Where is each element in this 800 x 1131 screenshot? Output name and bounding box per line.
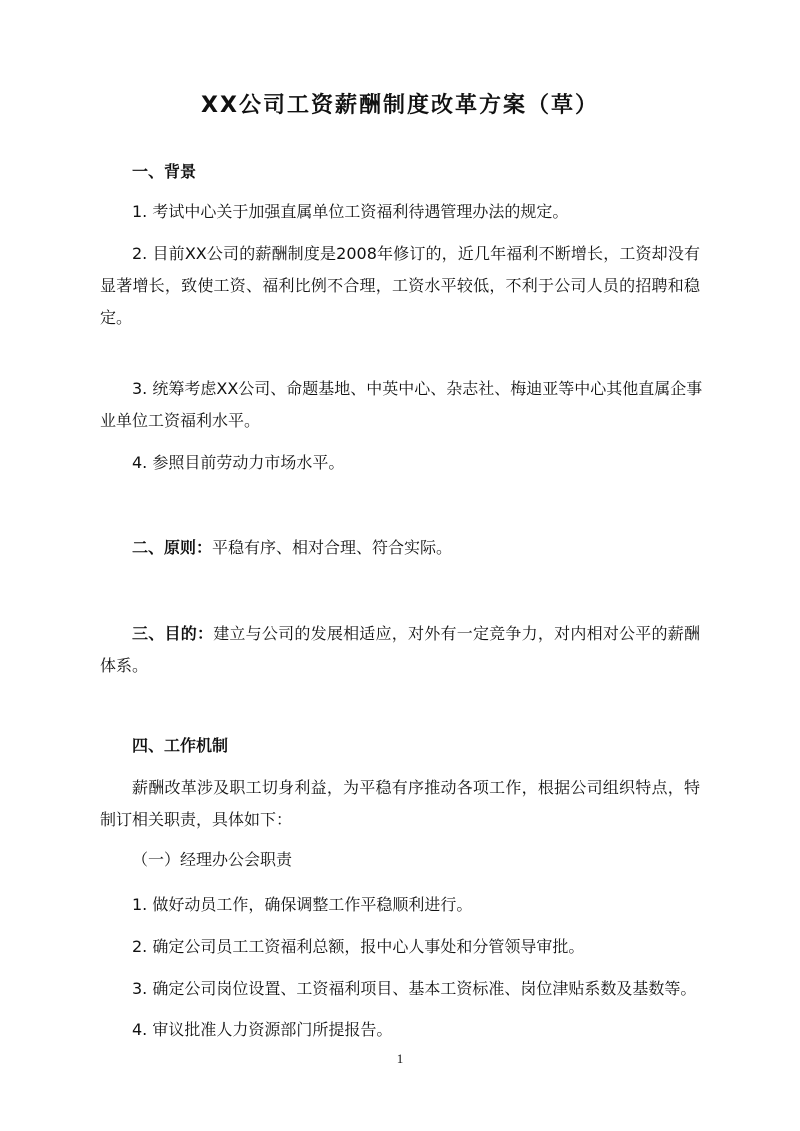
paragraph-line: 薪酬改革涉及职工切身利益，为平稳有序推动各项工作，根据公司组织特点，特 <box>132 778 700 797</box>
section-heading-purpose: 三、目的： <box>132 624 214 643</box>
paragraph-line: 制订相关职责，具体如下： <box>100 810 293 829</box>
section-heading-principles: 二、原则： <box>132 538 213 557</box>
list-item: 2. 确定公司员工工资福利总额，报中心人事处和分管领导审批。 <box>132 937 585 956</box>
paragraph-line: 业单位工资福利水平。 <box>100 411 261 430</box>
section-heading-background: 一、背景 <box>132 162 197 181</box>
list-item: 4. 审议批准人力资源部门所提报告。 <box>132 1020 393 1039</box>
page-number: 1 <box>396 1051 404 1066</box>
list-item: 1. 做好动员工作，确保调整工作平稳顺利进行。 <box>132 895 473 914</box>
paragraph-line: 4. 参照目前劳动力市场水平。 <box>132 453 345 472</box>
section-purpose <box>100 624 700 644</box>
paragraph-line: 体系。 <box>100 656 149 675</box>
paragraph-line: 1. 考试中心关于加强直属单位工资福利待遇管理办法的规定。 <box>132 202 569 221</box>
paragraph-line: 显著增长，致使工资、福利比例不合理，工资水平较低，不利于公司人员的招聘和稳 <box>100 276 700 295</box>
principles-text: 平稳有序、相对合理、符合实际。 <box>212 538 453 557</box>
paragraph-line: 定。 <box>100 308 133 327</box>
list-item: 3. 确定公司岗位设置、工资福利项目、基本工资标准、岗位津贴系数及基数等。 <box>132 979 697 998</box>
subheading: （一）经理办公会职责 <box>132 850 293 869</box>
paragraph-line: 2. 目前XX公司的薪酬制度是2008年修订的，近几年福利不断增长，工资却没有 <box>132 244 700 263</box>
section-principles <box>100 538 700 558</box>
document-title: XX公司工资薪酬制度改革方案（草） <box>201 93 599 118</box>
paragraph-line: 3. 统筹考虑XX公司、命题基地、中英中心、杂志社、梅迪亚等中心其他直属企事 <box>132 379 703 398</box>
purpose-text: 建立与公司的发展相适应，对外有一定竞争力，对内相对公平的薪酬 <box>213 624 700 643</box>
section-heading-mechanism: 四、工作机制 <box>132 736 229 755</box>
